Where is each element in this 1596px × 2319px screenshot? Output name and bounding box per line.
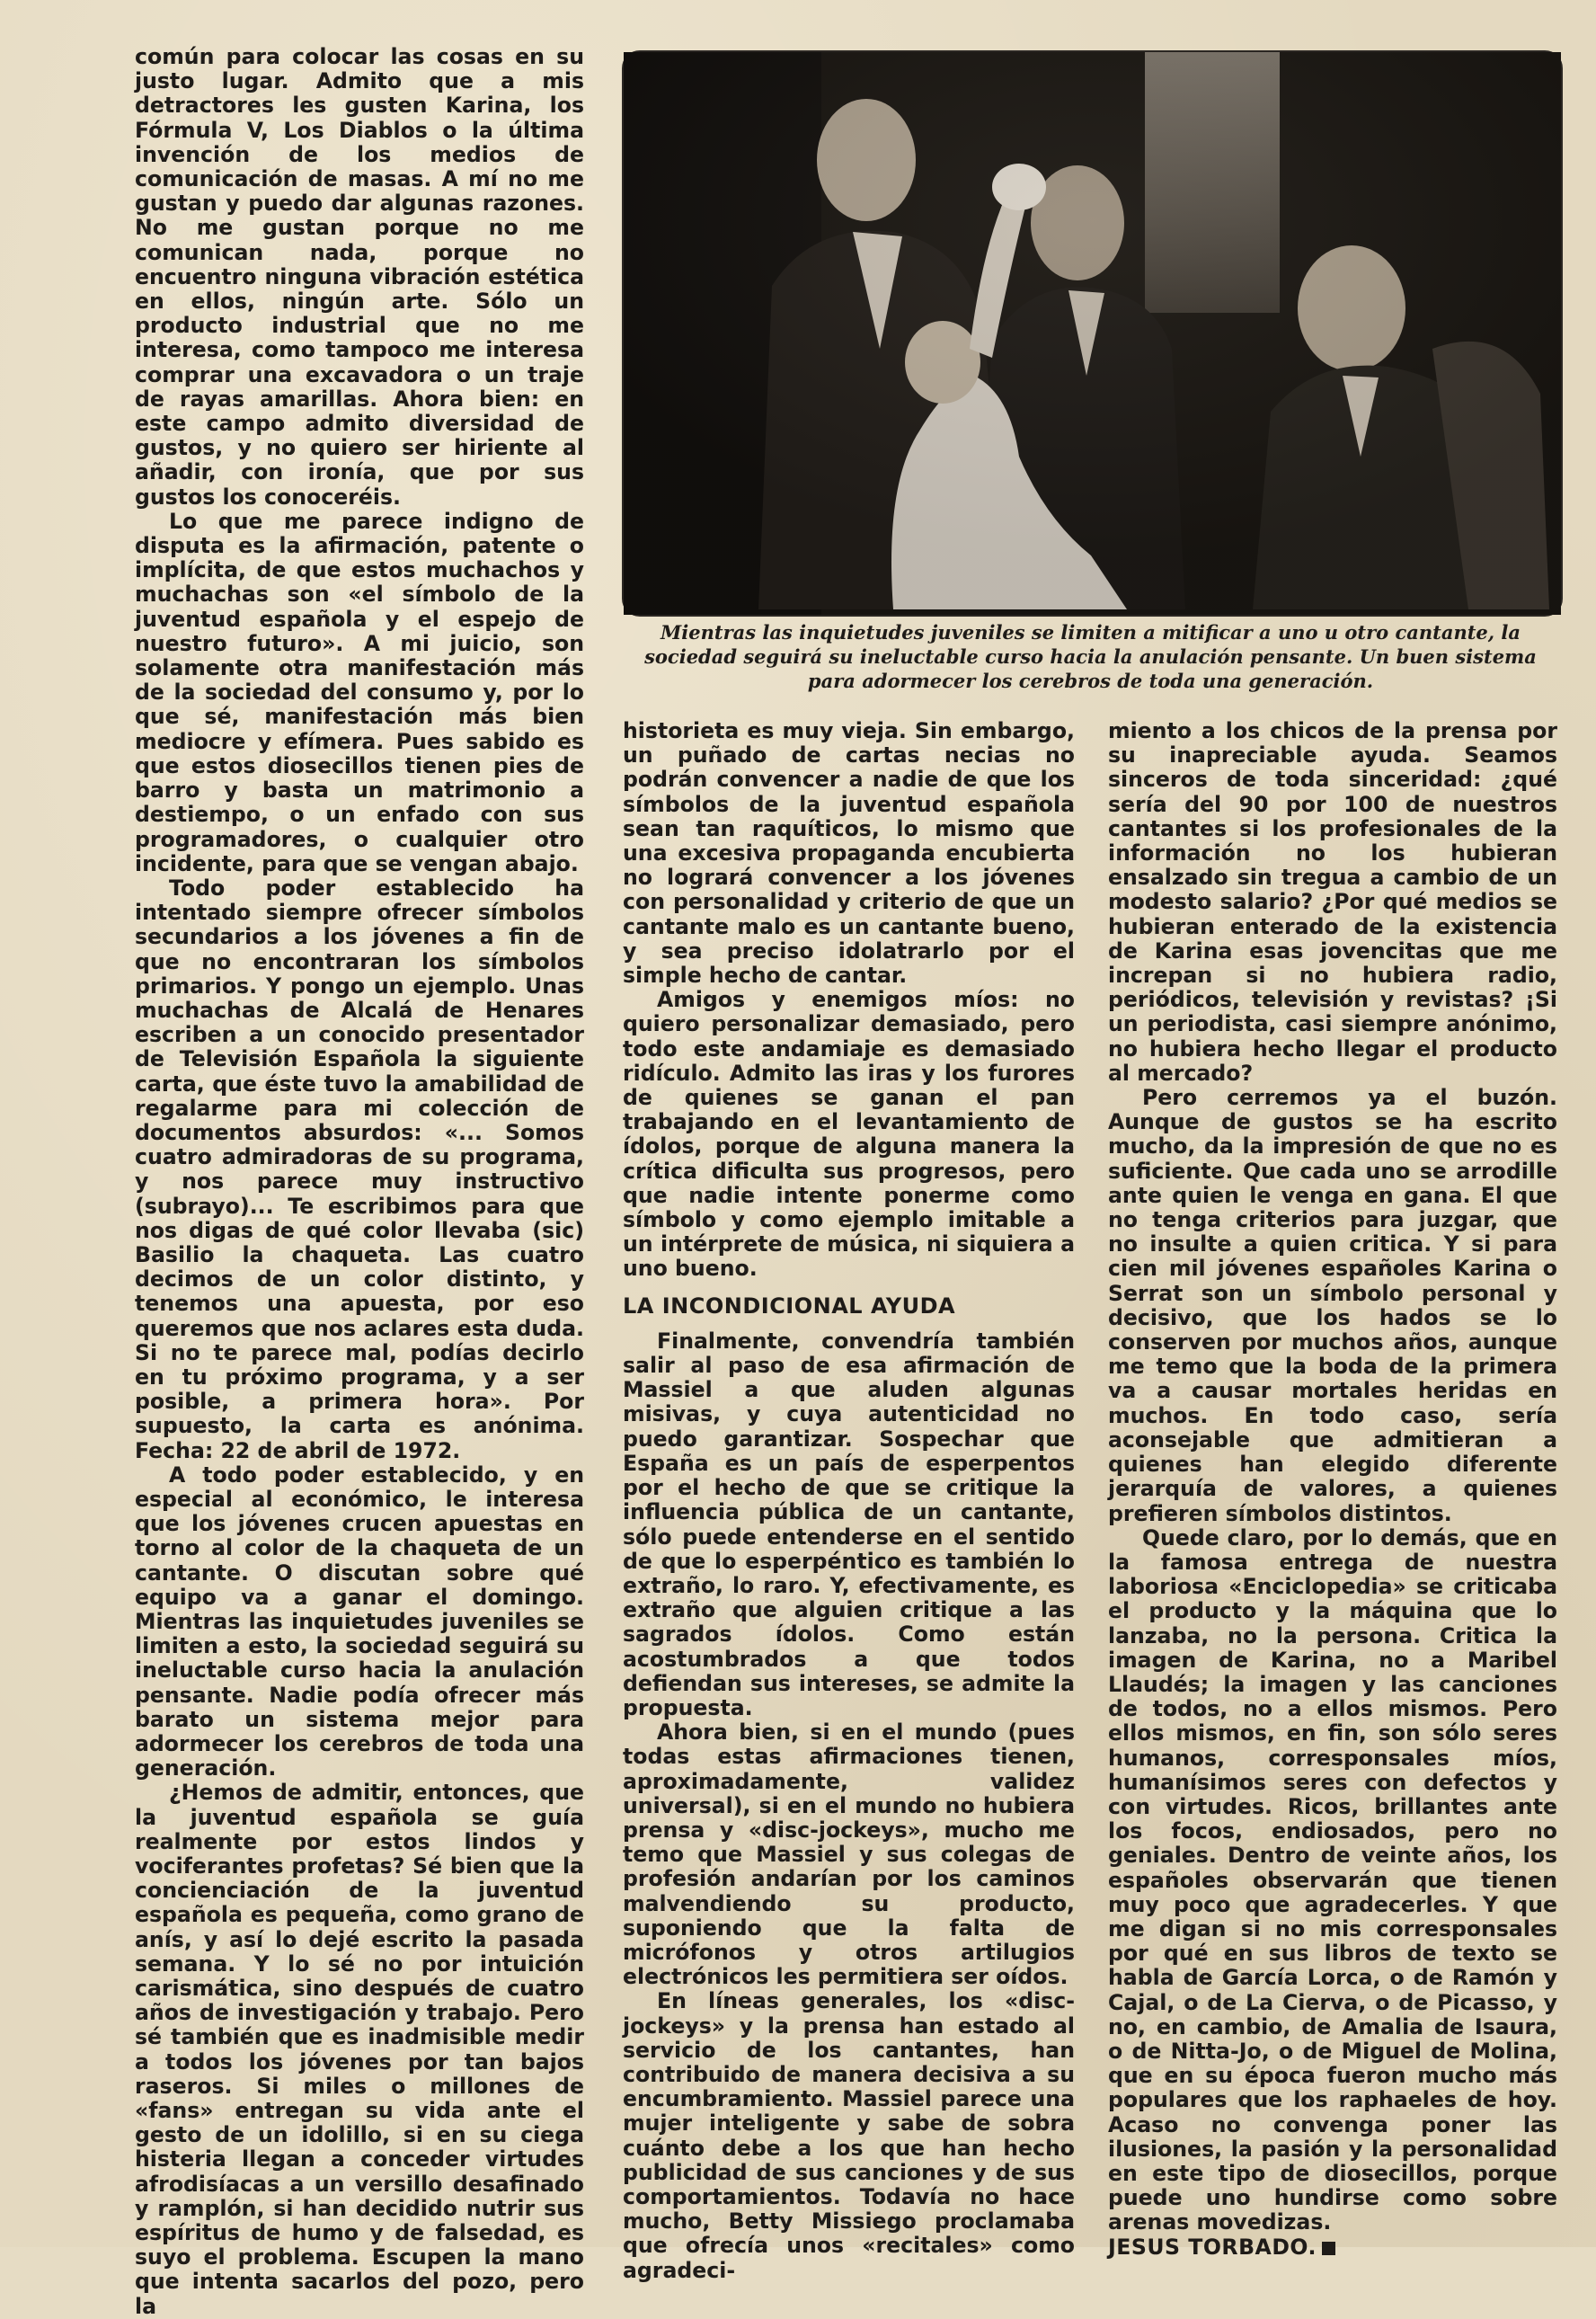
author-signature-line [1108,2235,1557,2260]
paragraph: ¿Hemos de admitir, entonces, que la juventud española se guía realmente por estos lindos y vociferantes profetas? Sé bien que la concienciación de la juventud española es pequeña, como grano de anís, y así lo dejé escrito la pasada semana. Y lo sé no por intuición carismática, sino después de cuatro años de investigación y trabajo. Pero sé también que es inadmisible medir a todos los jóvenes por tan bajos raseros. Si miles o millones de «fans» entregan su vida ante el gesto de un idolillo, si en su ciega histeria llegan a conceder virtudes afrodisíacas a un versillo desafinado y ramplón, si han decidido nutrir sus espíritus de humo y de falsedad, es suyo el problema. Escupen la mano que intenta sacarlos del pozo, pero la [135,1780,584,2319]
article-column-3 [1108,718,1557,2260]
photo-illustration [624,52,1561,615]
paragraph: A todo poder establecido, y en especial al económico, le interesa que los jóvenes crucen apuestas en torno al color de la chaqueta de un cantante. O discutan sobre qué equipo va a ganar el domingo. Mientras las inquietudes juveniles se limiten a esto, la sociedad seguirá su ineluctable curso hacia la anulación pensante. Nadie podía ofrecer más barato un sistema mejor para adormecer los cerebros de toda una generación. [135,1462,584,1781]
paragraph: historieta es muy vieja. Sin embargo, un puñado de cartas necias no podrán convencer a nadie de que los símbolos de la juventud española sean tan raquíticos, lo mismo que una excesiva propaganda encubierta no logrará convencer a los jóvenes con personalidad y criterio de que un cantante malo es un cantante bueno, y sea preciso idolatrarlo por el simple hecho de cantar. [623,718,1075,989]
article-photo [622,50,1563,617]
author-signature: JESUS TORBADO. [1108,2234,1317,2260]
paragraph: Todo poder establecido ha intentado siempre ofrecer símbolos secundarios a los jóvenes a fin de que no encontraran los símbolos primarios. Y pongo un ejemplo. Unas muchachas de Alcalá de Henares escriben a un conocido presentador de Televisión Española la siguiente carta, que éste tuvo la amabilidad de regalarme para mi colección de documentos absurdos: «... Somos cuatro admiradoras de su programa, y nos parece muy instructivo (subrayo)... Te escribimos para que nos digas de qué color llevaba (sic) Basilio la chaqueta. Las cuatro decimos de un color distinto, y tenemos una apuesta, por eso queremos que nos aclares esta duda. Si no te parece mal, podías decirlo en tu próximo programa, y a ser posible, a primera hora». Por supuesto, la carta es anónima. Fecha: 22 de abril de 1972. [135,875,584,1463]
section-subheading: LA INCONDICIONAL AYUDA [623,1293,956,1319]
paragraph: Lo que me parece indigno de disputa es la afirmación, patente o implícita, de que estos muchachos y muchachas son «el símbolo de la juventud española y el espejo de nuestro futuro». A mi juicio, son solamente otra manifestación más de la sociedad del consumo y, por lo que sé, manifestación más bien mediocre y efímera. Pues sabido es que estos diosecillos tienen pies de barro y basta un matrimonio a destiempo, o un enfado con sus programadores, o cualquier otro incidente, para que se vengan abajo. [135,508,584,876]
paragraph: Ahora bien, si en el mundo (pues todas estas afirmaciones tienen, aproximadamente, validez universal), si en el mundo no hubiera prensa y «disc-jockeys», mucho me temo que Massiel y sus colegas de profesión andarían por los caminos malvendiendo su producto, suponiendo que la falta de micrófonos y otros artilugios electrónicos les permitiera ser oídos. [623,1719,1075,1990]
paragraph: Quede claro, por lo demás, que en la famosa entrega de nuestra laboriosa «Enciclopedia» se criticaba el producto y la máquina que lo lanzaba, no la persona. Critica la imagen de Karina, no a Maribel Llaudés; la imagen y las canciones de todos, no a ellos mismos. Pero ellos mismos, en fin, son sólo seres humanos, corresponsales míos, humanísimos seres con defectos y con virtudes. Ricos, brillantes ante los focos, endiosados, pero no geniales. Dentro de veinte años, los españoles observarán que tienen muy poco que agradecerles. Y que me digan si no mis corresponsales por qué en sus libros de texto se habla de García Lorca, o de Ramón y Cajal, o de La Cierva, o de Picasso, y no, en cambio, de Amalia de Isaura, o de Nitta-Jo, o de Miguel de Molina, que en su época fueron mucho más populares que los raphaeles de hoy. Acaso no convenga poner las ilusiones, la pasión y la personalidad en este tipo de diosecillos, porque puede uno hundirse como sobre arenas movedizas. [1108,1524,1557,2235]
end-of-article-mark [1322,2242,1335,2255]
photo-caption: Mientras las inquietudes juveniles se limiten a mitificar a uno u otro cantante, la sociedad seguirá su ineluctable curso hacia la anulación pensante. Un buen sistema para adormecer los cerebros de toda una generación. [644,621,1537,692]
paragraph: Finalmente, convendría también salir al paso de esa afirmación de Massiel a que aluden algunas misivas, y cuya autenticidad no puedo garantizar. Sospechar que España es un país de esperpentos por el hecho de que se critique la influencia pública de un cantante, sólo puede entenderse en el sentido de que lo esperpéntico es también lo extraño, lo raro. Y, efectivamente, es extraño que alguien critique a las sagrados ídolos. Como están acostumbrados a que todos defiendan sus intereses, se admite la propuesta. [623,1328,1075,1720]
paragraph: En líneas generales, los «disc-jockeys» y la prensa han estado al servicio de los cantantes, han contribuido de manera decisiva a su encumbramiento. Massiel parece una mujer inteligente y sabe de sobra cuánto debe a los que han hecho publicidad de sus canciones y de sus comportamientos. Todavía no hace mucho, Betty Missiego proclamaba que ofrecía unos «recitales» como agradeci- [623,1988,1075,2283]
paragraph: Pero cerremos ya el buzón. Aunque de gustos se ha escrito mucho, da la impresión de que no es suficiente. Que cada uno se arrodille ante quien le venga en gana. El que no tenga criterios para juzgar, que no insulte a quien critica. Y si para cien mil jóvenes españoles Karina o Serrat son un símbolo personal y decisivo, que los hados se lo conserven por muchos años, aunque me temo que la boda de la primera va a causar mortales heridas en muchos. En todo caso, sería aconsejable que admitieran a quienes han elegido diferente jerarquía de valores, a quienes prefieren símbolos distintos. [1108,1085,1557,1526]
paragraph: Amigos y enemigos míos: no quiero personalizar demasiado, pero todo este andamiaje es demasiado ridículo. Admito las iras y los furores de quienes se ganan el pan trabajando en el levantamiento de ídolos, porque de alguna manera la crítica dificulta sus progresos, pero que nadie intente ponerme como símbolo y como ejemplo imitable a un intérprete de música, ni siquiera a uno bueno. [623,987,1075,1282]
paragraph: común para colocar las cosas en su justo lugar. Admito que a mis detractores les gusten Karina, los Fórmula V, Los Diablos o la última invención de los medios de comunicación de masas. A mí no me gustan y puedo dar algunas razones. No me gustan porque no me comunican nada, porque no encuentro ninguna vibración estética en ellos, ningún arte. Sólo un producto industrial que no me interesa, como tampoco me interesa comprar una excavadora o un traje de rayas amarillas. Ahora bien: en este campo admito diversidad de gustos, y no quiero ser hiriente al añadir, con ironía, que por sus gustos los conoceréis. [135,44,584,510]
paragraph: miento a los chicos de la prensa por su inapreciable ayuda. Seamos sinceros de toda sinceridad: ¿qué sería del 90 por 100 de nuestros cantantes si los profesionales de la información no los hubieran ensalzado sin tregua a cambio de un modesto salario? ¿Por qué medios se hubieran enterado de la existencia de Karina esas jovencitas que me increpan si no hubiera radio, periódicos, televisión y revistas? ¡Si un periodista, casi siempre anónimo, no hubiera hecho llegar el producto al mercado? [1108,718,1557,1086]
article-column-2 [623,718,1075,2283]
article-column-1 [135,44,584,2319]
